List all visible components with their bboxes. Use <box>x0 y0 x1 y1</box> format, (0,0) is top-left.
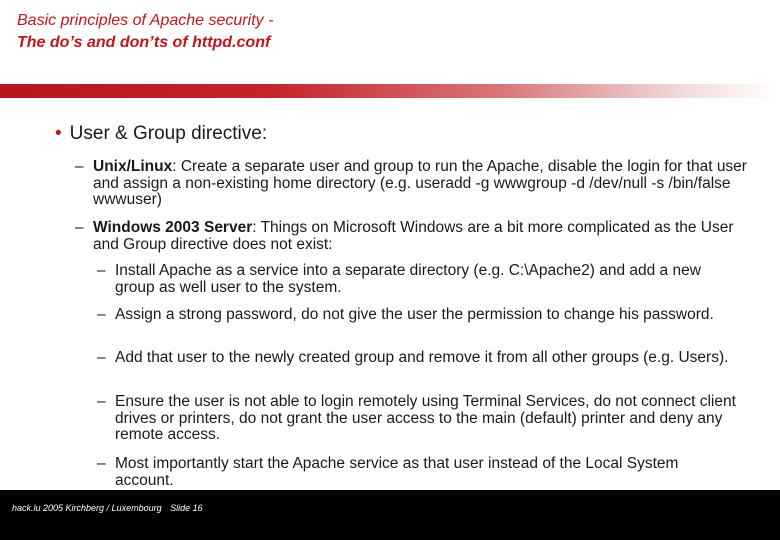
dash-marker: – <box>97 349 106 366</box>
unix-text: : Create a separate user and group to run the Apache, disable the login for that user and assign a non-existing home directory (e.g. useradd -g wwwgroup -d /dev/null -s /bin/false wwwuser) <box>93 158 747 208</box>
windows-item <box>75 220 755 253</box>
dash-marker: – <box>97 393 106 410</box>
list-item-text: Most importantly start the Apache service as that user instead of the Local System account. <box>115 455 679 489</box>
list-item <box>97 307 737 324</box>
dash-marker: – <box>97 455 106 472</box>
windows-label: Windows 2003 Server <box>93 219 253 236</box>
main-bullet-suffix: : <box>261 123 268 144</box>
footer-event: hack.lu 2005 Kirchberg / Luxembourg <box>12 503 162 513</box>
list-item-text: Add that user to the newly created group and remove it from all other groups (e.g. Users). <box>115 349 729 366</box>
unix-label: Unix/Linux <box>93 158 173 175</box>
list-item <box>97 394 737 444</box>
list-item <box>97 263 737 296</box>
slide-number: Slide 16 <box>170 503 203 513</box>
footer-text <box>12 503 203 513</box>
unix-text-block <box>75 159 755 209</box>
unix-item <box>75 159 755 209</box>
list-item-text: Ensure the user is not able to login remotely using Terminal Services, do not connect client drives or printers, do not grant the user access to the main (default) printer and deny any remote access. <box>115 393 736 443</box>
list-item <box>97 350 737 367</box>
windows-text-block <box>75 220 755 253</box>
windows-text: : Things on Microsoft Windows are a bit more complicated as the User and Group directive does not exist: <box>93 219 734 253</box>
list-item-text: Install Apache as a service into a separate directory (e.g. C:\Apache2) and add a new group as well user to the system. <box>115 262 701 296</box>
slide-title <box>17 10 273 54</box>
footer-bar <box>0 490 780 540</box>
title-line-2: The do’s and don’ts of httpd.conf <box>17 34 271 51</box>
dash-marker: – <box>97 262 106 279</box>
title-line-1: Basic principles of Apache security - <box>17 12 274 29</box>
dash-marker: – <box>75 219 84 236</box>
main-bullet-label: User & Group directive <box>69 123 262 144</box>
header-red-band <box>0 84 780 98</box>
bullet-marker: • <box>55 123 62 144</box>
dash-marker: – <box>75 158 84 175</box>
list-item-text: Assign a strong password, do not give the user the permission to change his password. <box>115 306 714 323</box>
main-bullet <box>55 122 755 146</box>
dash-marker: – <box>97 306 106 323</box>
list-item <box>97 456 737 489</box>
